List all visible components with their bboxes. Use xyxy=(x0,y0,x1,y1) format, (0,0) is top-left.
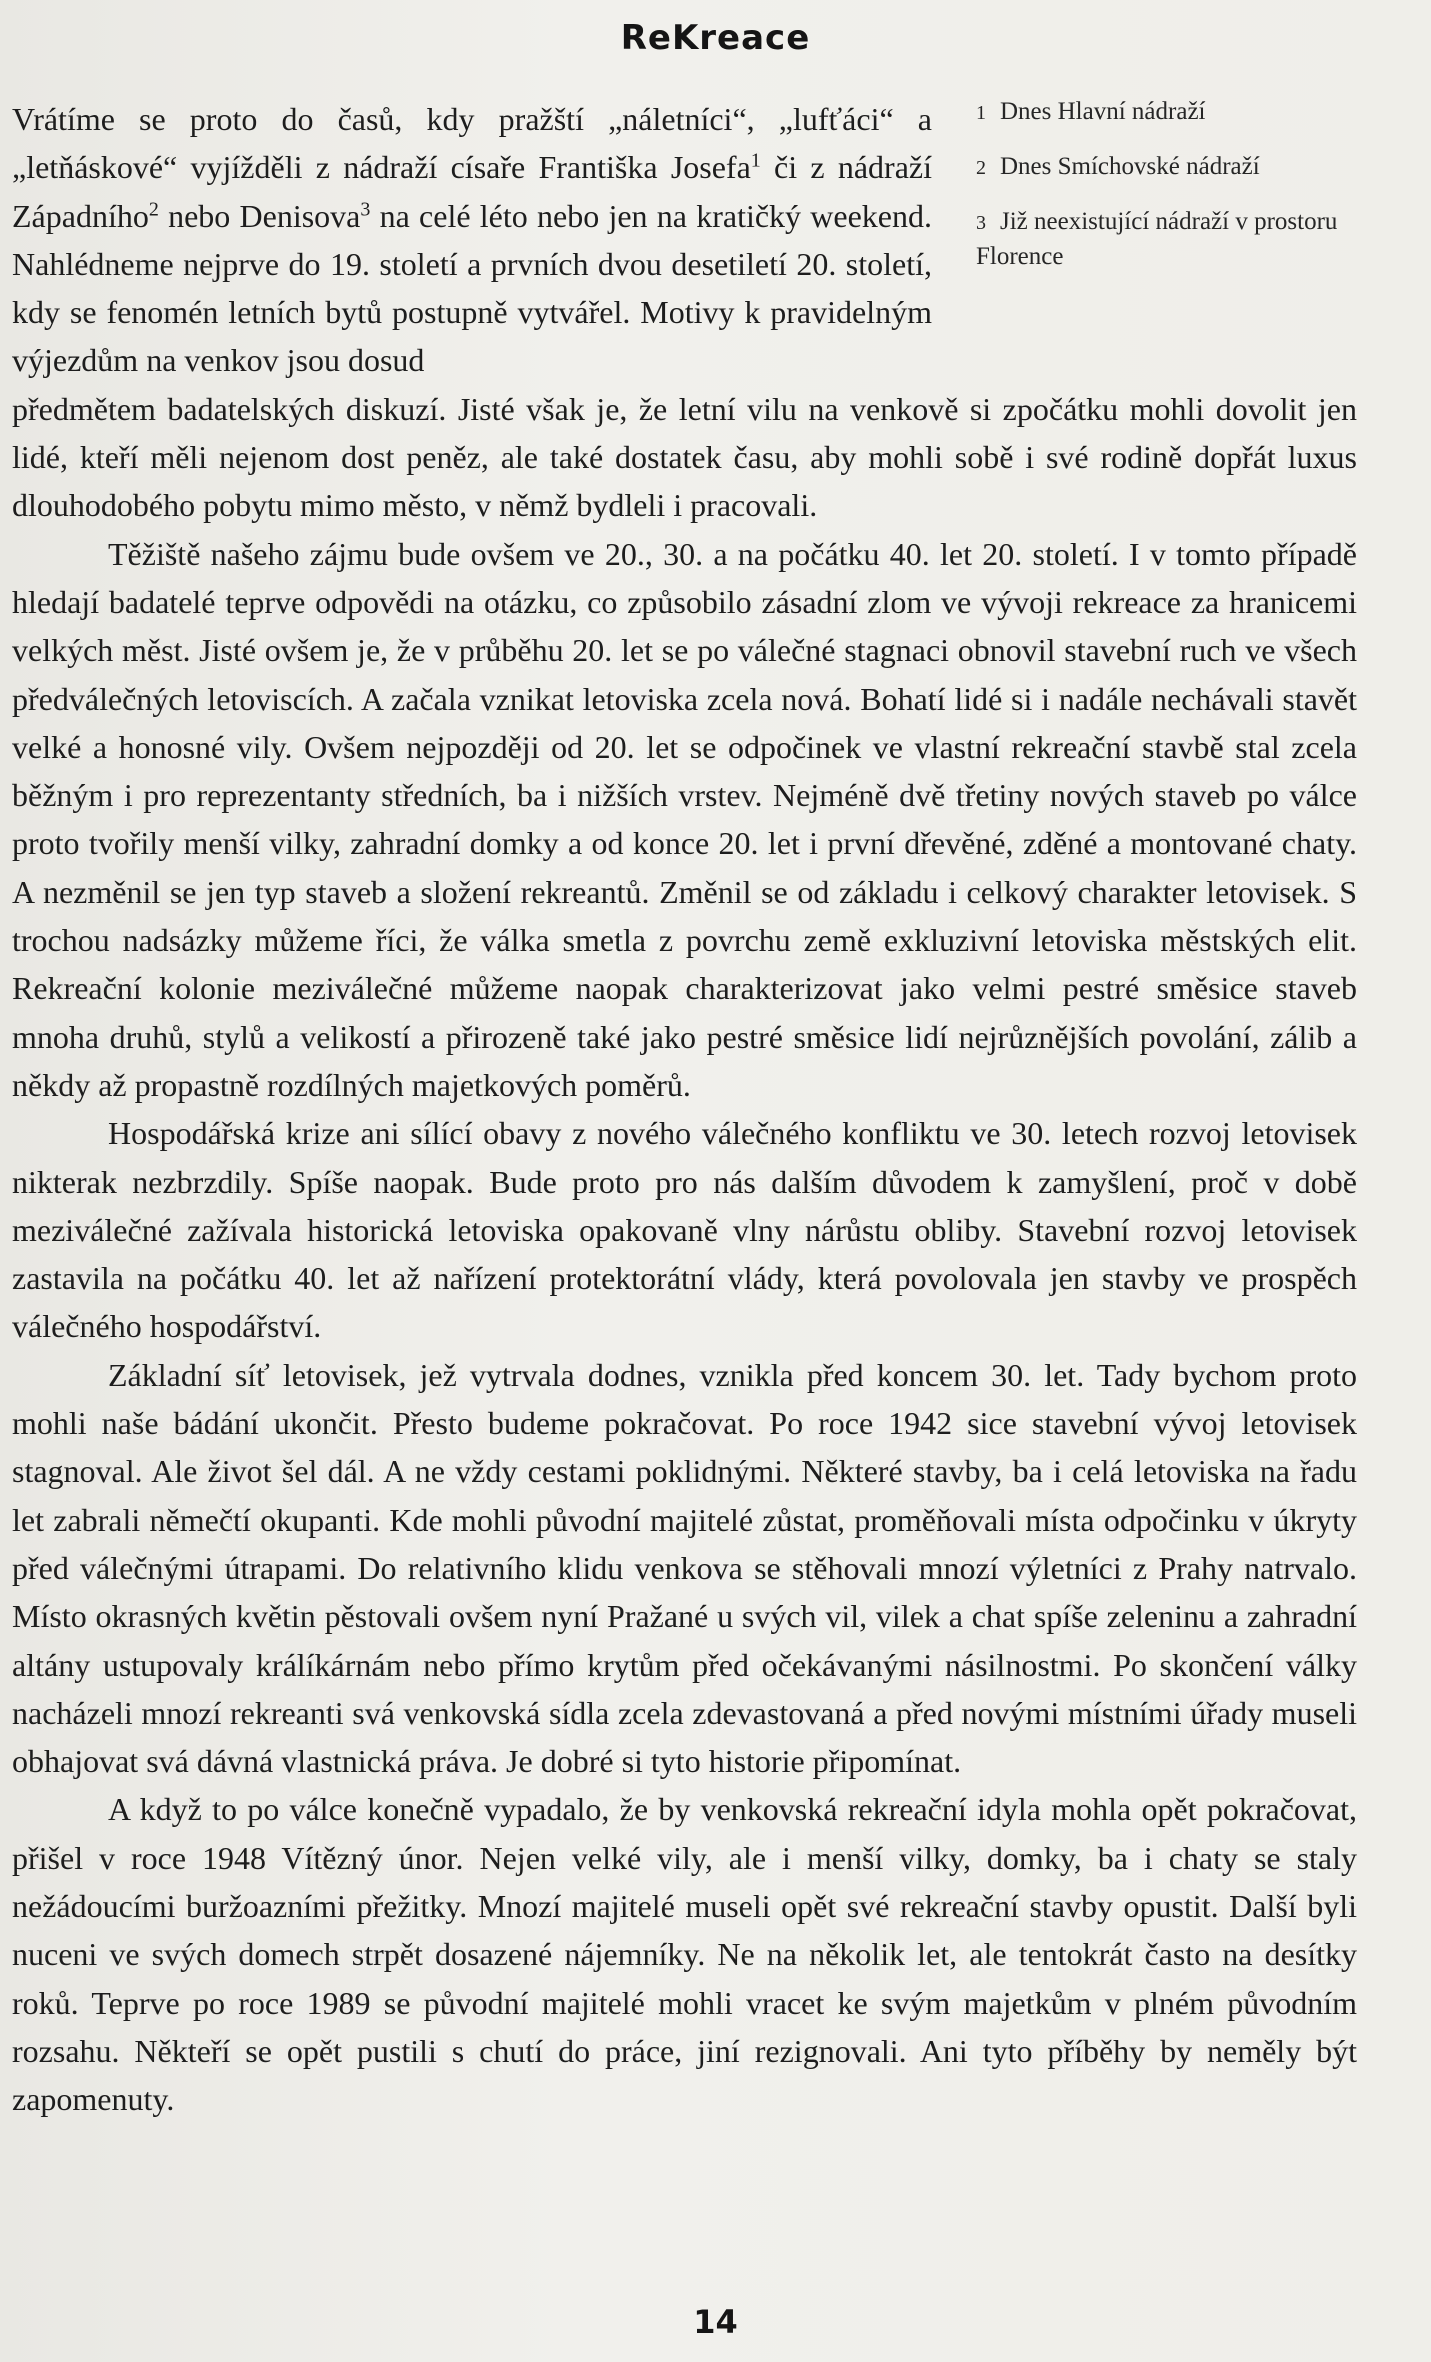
paragraph-4: Základní síť letovisek, jež vytrvala dodnes, vznikla před koncem 30. let. Tady bychom proto mohli naše bádání ukončit. Přesto budeme pokračovat. Po roce 1942 sice stavební vývoj letovisek stagnoval. Ale život šel dál. A ne vždy cestami poklidnými. Některé stavby, ba i celá letoviska na řadu let zabrali němečtí okupanti. Kde mohli původní majitelé zůstat, proměňovali místa odpočinku v úkryty před válečnými útrapami. Do relativního klidu venkova se stěhovali mnozí výletníci z Prahy natrvalo. Místo okrasných květin pěstovali ovšem nyní Pražané u svých vil, vilek a chat spíše zeleninu a zahradní altány ustupovaly králíkárnám nebo přímo krytům před očekávanými násilnostmi. Po skončení války nacházeli mnozí rekreanti svá venkovská sídla zcela zdevastovaná a před novými místními úřady museli obhajovat svá dávná vlastnická práva. Je dobré si tyto historie připomínat. xyxy=(12,1356,1357,1780)
footnote-2 xyxy=(976,150,1376,185)
footnote-number: 1 xyxy=(976,102,986,124)
page-number: 14 xyxy=(693,2303,738,2341)
paragraph-5: A když to po válce konečně vypadalo, že by venkovská rekreační idyla mohla opět pokračovat, přišel v roce 1948 Vítězný únor. Nejen velké vily, ale i menší vilky, domky, ba i chaty se staly nežádoucími buržoazními přežitky. Mnozí majitelé museli opět své rekreační stavby opustit. Další byli nuceni ve svých domech strpět dosazené nájemníky. Ne na několik let, ale tentokrát často na desítky roků. Teprve po roce 1989 se původní majitelé mohli vracet ke svým majetkům v plném původním rozsahu. Někteří se opět pustili s chutí do práce, jiní rezignovali. Ani tyto příběhy by neměly být zapomenuty. xyxy=(12,1791,1357,2118)
footnote-text: Dnes Smíchovské nádraží xyxy=(1000,153,1260,180)
footnote-3 xyxy=(976,205,1376,274)
paragraph-text: či z nádraží Západního xyxy=(12,149,933,234)
paragraph-text: Vrátíme se proto do časů, kdy pražští „náletníci“, „lufťáci“ a „letňáskové“ vyjížděli z nádraží císaře Františka Josefa xyxy=(12,101,932,186)
footnote-1 xyxy=(976,95,1376,130)
footnote-number: 2 xyxy=(976,157,986,179)
footnote-text: Již neexistující nádraží v prostoru Florence xyxy=(976,208,1338,270)
body-text xyxy=(12,95,1357,2123)
paragraph-1-continued: předmětem badatelských diskuzí. Jisté však je, že letní vilu na venkově si zpočátku mohli dovolit jen lidé, kteří měli nejenom dost peněz, ale také dostatek času, aby mohli sobě i své rodině dopřát luxus dlouhodobého pobytu mimo město, v němž bydleli i pracovali. xyxy=(12,390,1357,524)
footnote-text: Dnes Hlavní nádraží xyxy=(1000,98,1206,125)
top-block xyxy=(12,95,1357,385)
paragraph-text: nebo Denisova xyxy=(158,197,361,234)
footnote-ref-1: 1 xyxy=(750,149,761,172)
paragraph-text: na celé léto nebo jen na kratičký weekend. Nahlédneme nejprve do 19. století a prvních dvou desetiletí 20. století, kdy se fenomén letních bytů postupně vytvářel. Motivy k pravidelným výjezdům na venkov jsou dosud xyxy=(12,197,932,379)
paragraph-2: Těžiště našeho zájmu bude ovšem ve 20., 30. a na počátku 40. let 20. století. I v tomto případě hledají badatelé teprve odpovědi na otázku, co způsobilo zásadní zlom ve vývoji rekreace za hranicemi velkých měst. Jisté ovšem je, že v průběhu 20. let se po válečné stagnaci obnovil stavební ruch ve všech předválečných letoviscích. A začala vznikat letoviska zcela nová. Bohatí lidé si i nadále nechávali stavět velké a honosné vily. Ovšem nejpozději od 20. let se odpočinek ve vlastní rekreační stavbě stal zcela běžným i pro reprezentanty středních, ba i nižších vrstev. Nejméně dvě třetiny nových staveb po válce proto tvořily menší vilky, zahradní domky a od konce 20. let i první dřevěné, zděné a montované chaty. A nezměnil se jen typ staveb a složení rekreantů. Změnil se od základu i celkový charakter letovisek. S trochou nadsázky můžeme říci, že válka smetla z povrchu země exkluzivní letoviska městských elit. Rekreační kolonie meziválečné můžeme naopak charakterizovat jako velmi pestré směsice staveb mnoha druhů, stylů a velikostí a přirozeně také jako pestré směsice lidí nejrůznějších povolání, zálib a někdy až propastně rozdílných majetkových poměrů. xyxy=(12,535,1357,1103)
footnote-ref-3: 3 xyxy=(360,197,371,220)
margin-footnotes xyxy=(976,95,1376,294)
footnote-number: 3 xyxy=(976,212,986,234)
paragraph-3: Hospodářská krize ani sílící obavy z nového válečného konfliktu ve 30. letech rozvoj letovisek nikterak nezbrzdily. Spíše naopak. Bude proto pro nás dalším důvodem k zamyšlení, proč v době meziválečné zažívala historická letoviska opakovaně vlny nárůstu obliby. Stavební rozvoj letovisek zastavila na počátku 40. let až nařízení protektorátní vlády, která povolovala jen stavby ve prospěch válečného hospodářství. xyxy=(12,1115,1357,1345)
footnote-ref-2: 2 xyxy=(148,197,159,220)
paragraph-1-top xyxy=(12,95,932,385)
running-header: ReKreace xyxy=(620,18,811,58)
